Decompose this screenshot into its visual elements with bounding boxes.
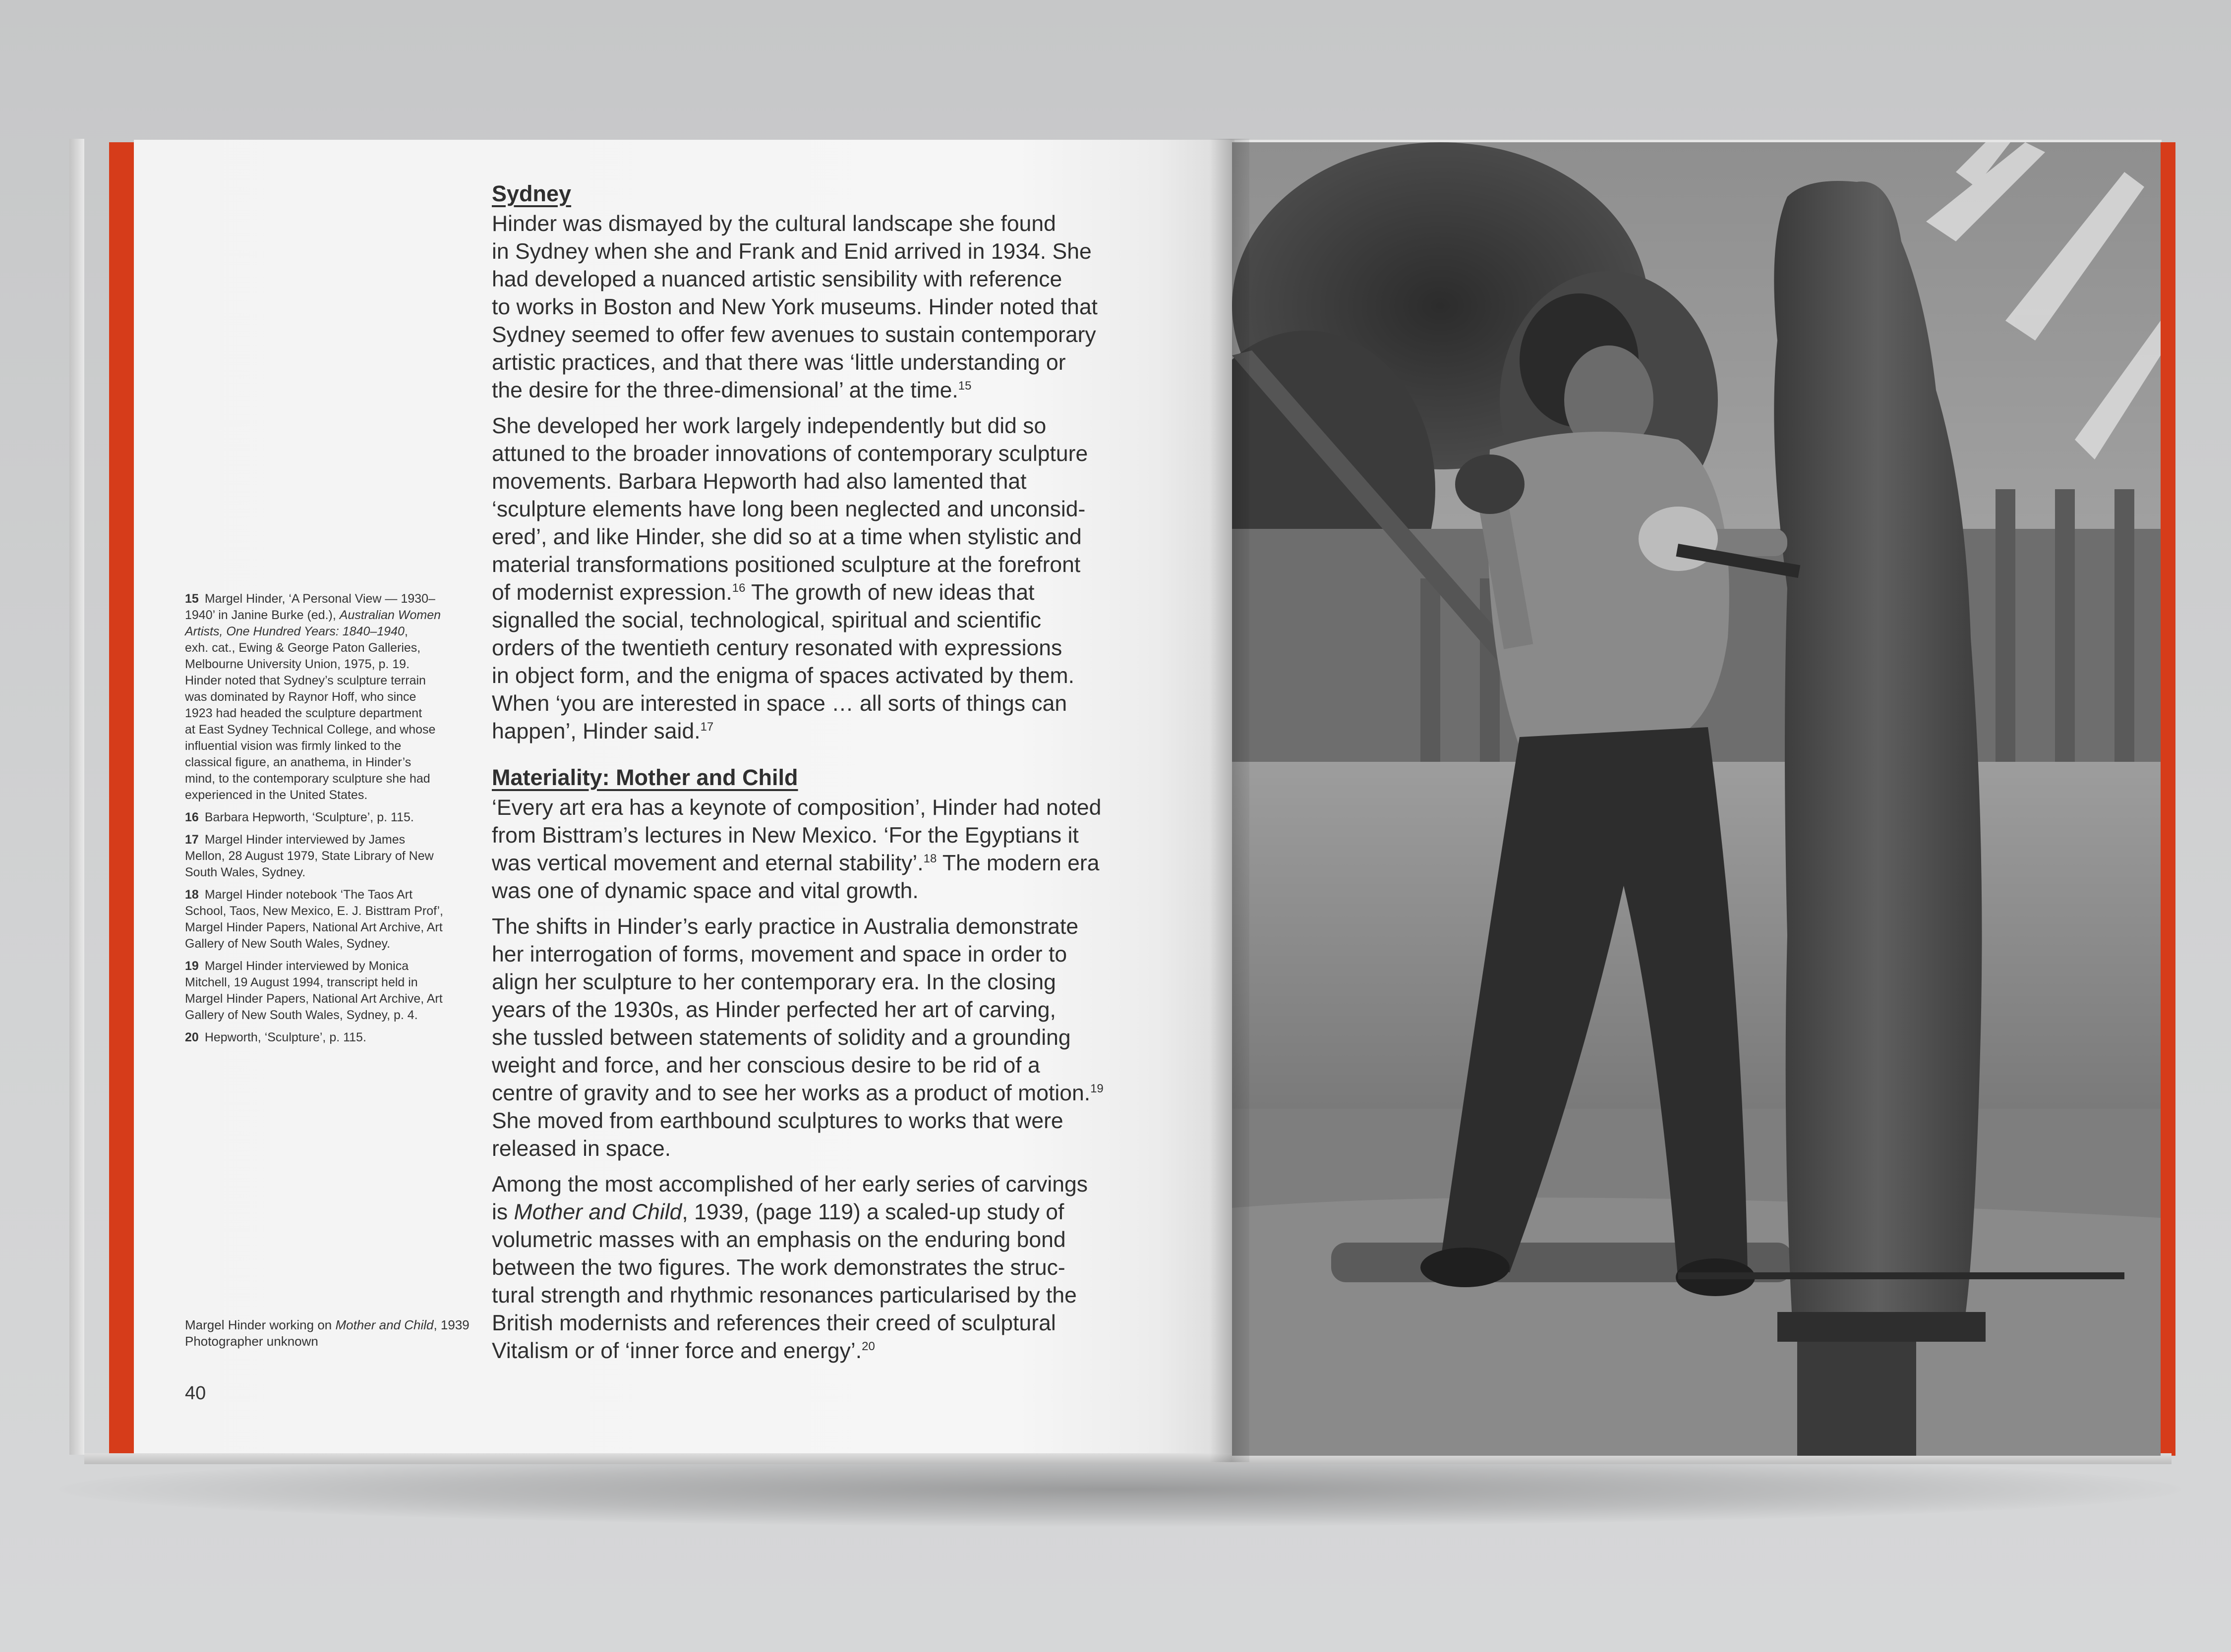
footnote-text: mind, to the contemporary sculpture she had: [185, 772, 430, 786]
footnotes: [185, 591, 468, 1052]
footnote-ref: 18: [923, 852, 937, 866]
sculptor-photo: [1232, 142, 2161, 1456]
p4-line: The shifts in Hinder’s early practice in Australia demonstrate: [492, 914, 1079, 939]
p5-line: tural strength and rhythmic resonances particularised by the: [492, 1283, 1077, 1308]
footnote-number: 18: [185, 888, 199, 902]
p2-line: movements. Barbara Hepworth had also lamented that: [492, 469, 1027, 494]
footnote-text: 1923 had headed the sculpture department: [185, 706, 422, 720]
footnote-number: 17: [185, 833, 199, 847]
p2-line: signalled the social, technological, spiritual and scientific: [492, 608, 1042, 632]
footnote-18: [185, 887, 468, 952]
page-number: 40: [185, 1383, 206, 1404]
p4-line: She moved from earthbound sculptures to works that were: [492, 1109, 1063, 1133]
footnote-ref: 19: [1090, 1082, 1104, 1096]
footnote-text: Melbourne University Union, 1975, p. 19.: [185, 657, 410, 671]
p4-line: she tussled between statements of solidity and a grounding: [492, 1025, 1071, 1050]
footnote-text: Margel Hinder, ‘A Personal View — 1930–: [204, 592, 435, 606]
footnote-text: Margel Hinder interviewed by Monica: [204, 959, 409, 973]
p2-line: orders of the twentieth century resonated with expressions: [492, 636, 1062, 660]
p2-line: material transformations positioned sculpture at the forefront: [492, 553, 1081, 577]
p2-line: When ‘you are interested in space … all sorts of things can: [492, 691, 1067, 716]
footnote-number: 20: [185, 1030, 199, 1044]
p5-line: is: [492, 1200, 514, 1224]
p3-line: from Bisttram’s lectures in New Mexico. ‘For the Egyptians it: [492, 823, 1079, 848]
caption-text: Margel Hinder working on: [185, 1317, 336, 1332]
footnote-text: Hinder noted that Sydney’s sculpture terrain: [185, 674, 426, 687]
main-text-column: [492, 178, 1156, 1373]
p2-line: happen’, Hinder said.: [492, 719, 701, 743]
footnote-text: School, Taos, New Mexico, E. J. Bisttram Prof’,: [185, 904, 443, 918]
p2-line: She developed her work largely independently but did so: [492, 414, 1047, 438]
paragraph-1: [492, 210, 1156, 404]
caption-title: Mother and Child: [335, 1317, 434, 1332]
p3-line: was one of dynamic space and vital growth.: [492, 879, 919, 903]
p3-line: The modern era: [937, 851, 1100, 875]
p5-line: volumetric masses with an emphasis on the enduring bond: [492, 1228, 1066, 1252]
p4-line: weight and force, and her conscious desire to be rid of a: [492, 1053, 1040, 1078]
p3-line: was vertical movement and eternal stability’.: [492, 851, 924, 875]
p5-line: , 1939, (page 119) a scaled-up study of: [682, 1200, 1064, 1224]
p2-line: attuned to the broader innovations of contemporary sculpture: [492, 442, 1088, 466]
paragraph-3: [492, 794, 1156, 905]
p4-line: released in space.: [492, 1137, 671, 1161]
p4-line: years of the 1930s, as Hinder perfected her art of carving,: [492, 998, 1056, 1022]
footnote-17: [185, 832, 468, 881]
book-gutter: [1210, 139, 1249, 1462]
p1-line: Sydney seemed to offer few avenues to sustain contemporary: [492, 323, 1096, 347]
caption-text: , 1939: [433, 1317, 470, 1332]
footnote-text: Barbara Hepworth, ‘Sculpture’, p. 115.: [204, 810, 414, 824]
footnote-text: influential vision was firmly linked to the: [185, 739, 402, 753]
p3-line: ‘Every art era has a keynote of composition’, Hinder had noted: [492, 796, 1102, 820]
p1-line: to works in Boston and New York museums. Hinder noted that: [492, 295, 1098, 319]
p2-line: in object form, and the enigma of spaces activated by them.: [492, 664, 1074, 688]
section-heading-sydney: Sydney: [492, 181, 572, 206]
artwork-title: Mother and Child: [514, 1200, 682, 1224]
p5-line: Vitalism or of ‘inner force and energy’.: [492, 1339, 862, 1363]
footnote-text: Mitchell, 19 August 1994, transcript held in: [185, 975, 418, 989]
footnote-20: [185, 1029, 468, 1046]
footnote-15: [185, 591, 468, 803]
open-book: [69, 135, 2176, 1473]
footnote-text: exh. cat., Ewing & George Paton Galleries,: [185, 641, 421, 655]
p1-line: artistic practices, and that there was ‘little understanding or: [492, 350, 1066, 375]
footnote-19: [185, 958, 468, 1024]
footnote-italic: Artists, One Hundred Years: 1840–1940: [185, 625, 405, 638]
p2-line: of modernist expression.: [492, 580, 732, 605]
left-orange-edge: [109, 142, 134, 1456]
footnote-number: 15: [185, 592, 199, 606]
footnote-text: was dominated by Raynor Hoff, who since: [185, 690, 416, 704]
footnote-text: Margel Hinder Papers, National Art Archive, Art: [185, 992, 443, 1006]
footnote-ref: 17: [700, 720, 714, 734]
footnote-16: [185, 809, 468, 826]
footnote-number: 19: [185, 959, 199, 973]
paragraph-2: [492, 412, 1156, 745]
footnote-text: Mellon, 28 August 1979, State Library of New: [185, 849, 434, 863]
p1-line: Hinder was dismayed by the cultural landscape she found: [492, 212, 1056, 236]
p2-line: The growth of new ideas that: [745, 580, 1035, 605]
footnote-text: at East Sydney Technical College, and whose: [185, 723, 436, 737]
p2-line: ‘sculpture elements have long been neglected and unconsid-: [492, 497, 1086, 521]
footnote-ref: 16: [732, 581, 746, 595]
paragraph-5: [492, 1171, 1156, 1365]
footnote-text: South Wales, Sydney.: [185, 865, 306, 879]
footnote-text: experienced in the United States.: [185, 788, 368, 802]
p5-line: British modernists and references their creed of sculptural: [492, 1311, 1056, 1335]
p1-line: in Sydney when she and Frank and Enid arrived in 1934. She: [492, 239, 1092, 264]
section-heading-materiality: Materiality: Mother and Child: [492, 765, 798, 790]
paragraph-4: [492, 913, 1156, 1163]
footnote-text: Margel Hinder interviewed by James: [204, 833, 406, 847]
footnote-text: 1940’ in Janine Burke (ed.),: [185, 608, 340, 622]
left-cover-edge: [69, 139, 84, 1455]
caption-credit: Photographer unknown: [185, 1334, 318, 1349]
footnote-italic: Australian Women: [339, 608, 441, 622]
footnote-text: Gallery of New South Wales, Sydney, p. 4.: [185, 1008, 418, 1022]
footnote-text: Hepworth, ‘Sculpture’, p. 115.: [204, 1030, 366, 1044]
p4-line: centre of gravity and to see her works as a product of motion.: [492, 1081, 1091, 1105]
p4-line: her interrogation of forms, movement and space in order to: [492, 942, 1067, 967]
p1-line: the desire for the three-dimensional’ at the time.: [492, 378, 958, 402]
footnote-number: 16: [185, 810, 199, 824]
p1-line: had developed a nuanced artistic sensibility with reference: [492, 267, 1062, 291]
p5-line: between the two figures. The work demonstrates the struc-: [492, 1255, 1065, 1280]
footnote-text: Margel Hinder Papers, National Art Archive, Art: [185, 920, 443, 934]
p2-line: ered’, and like Hinder, she did so at a time when stylistic and: [492, 525, 1082, 549]
photograph: [1232, 142, 2161, 1456]
p5-line: Among the most accomplished of her early series of carvings: [492, 1172, 1088, 1196]
photo-caption: [185, 1317, 532, 1350]
footnote-text: Gallery of New South Wales, Sydney.: [185, 937, 391, 951]
footnote-ref: 20: [862, 1340, 875, 1354]
footnote-ref: 15: [958, 379, 972, 393]
footnote-text: classical figure, an anathema, in Hinder’s: [185, 755, 411, 769]
p4-line: align her sculpture to her contemporary era. In the closing: [492, 970, 1056, 994]
footnote-text: Margel Hinder notebook ‘The Taos Art: [204, 888, 413, 902]
footnote-text: ,: [404, 625, 408, 638]
right-orange-edge: [2161, 142, 2175, 1456]
